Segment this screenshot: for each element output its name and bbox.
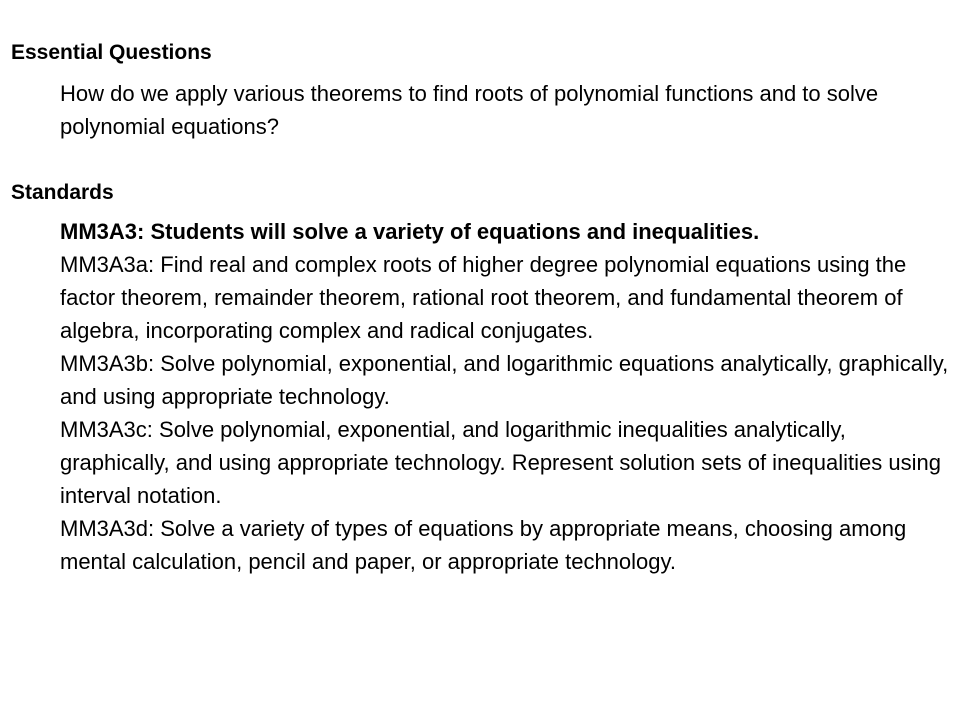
standard-item-c: MM3A3c: Solve polynomial, exponential, and logarithmic inequalities analytically, graphically, and using appropriate technology. Represent solution sets of inequalities using interval notation. <box>60 417 941 508</box>
standard-item-a: MM3A3a: Find real and complex roots of higher degree polynomial equations using the factor theorem, remainder theorem, rational root theorem, and fundamental theorem of algebra, incorporating complex and radical conjugates. <box>60 252 907 343</box>
standards-heading: Standards <box>11 181 114 204</box>
standard-item-b: MM3A3b: Solve polynomial, exponential, and logarithmic equations analytically, graphically, and using appropriate technology. <box>60 351 949 409</box>
standard-main: MM3A3: Students will solve a variety of equations and inequalities. <box>60 219 760 244</box>
standards-list <box>60 215 955 578</box>
essential-question-paragraph: How do we apply various theorems to find roots of polynomial functions and to solve polynomial equations? <box>60 81 879 139</box>
essential-question-text <box>60 77 955 143</box>
standard-item-d: MM3A3d: Solve a variety of types of equations by appropriate means, choosing among mental calculation, pencil and paper, or appropriate technology. <box>60 516 907 574</box>
essential-questions-heading: Essential Questions <box>11 41 212 64</box>
